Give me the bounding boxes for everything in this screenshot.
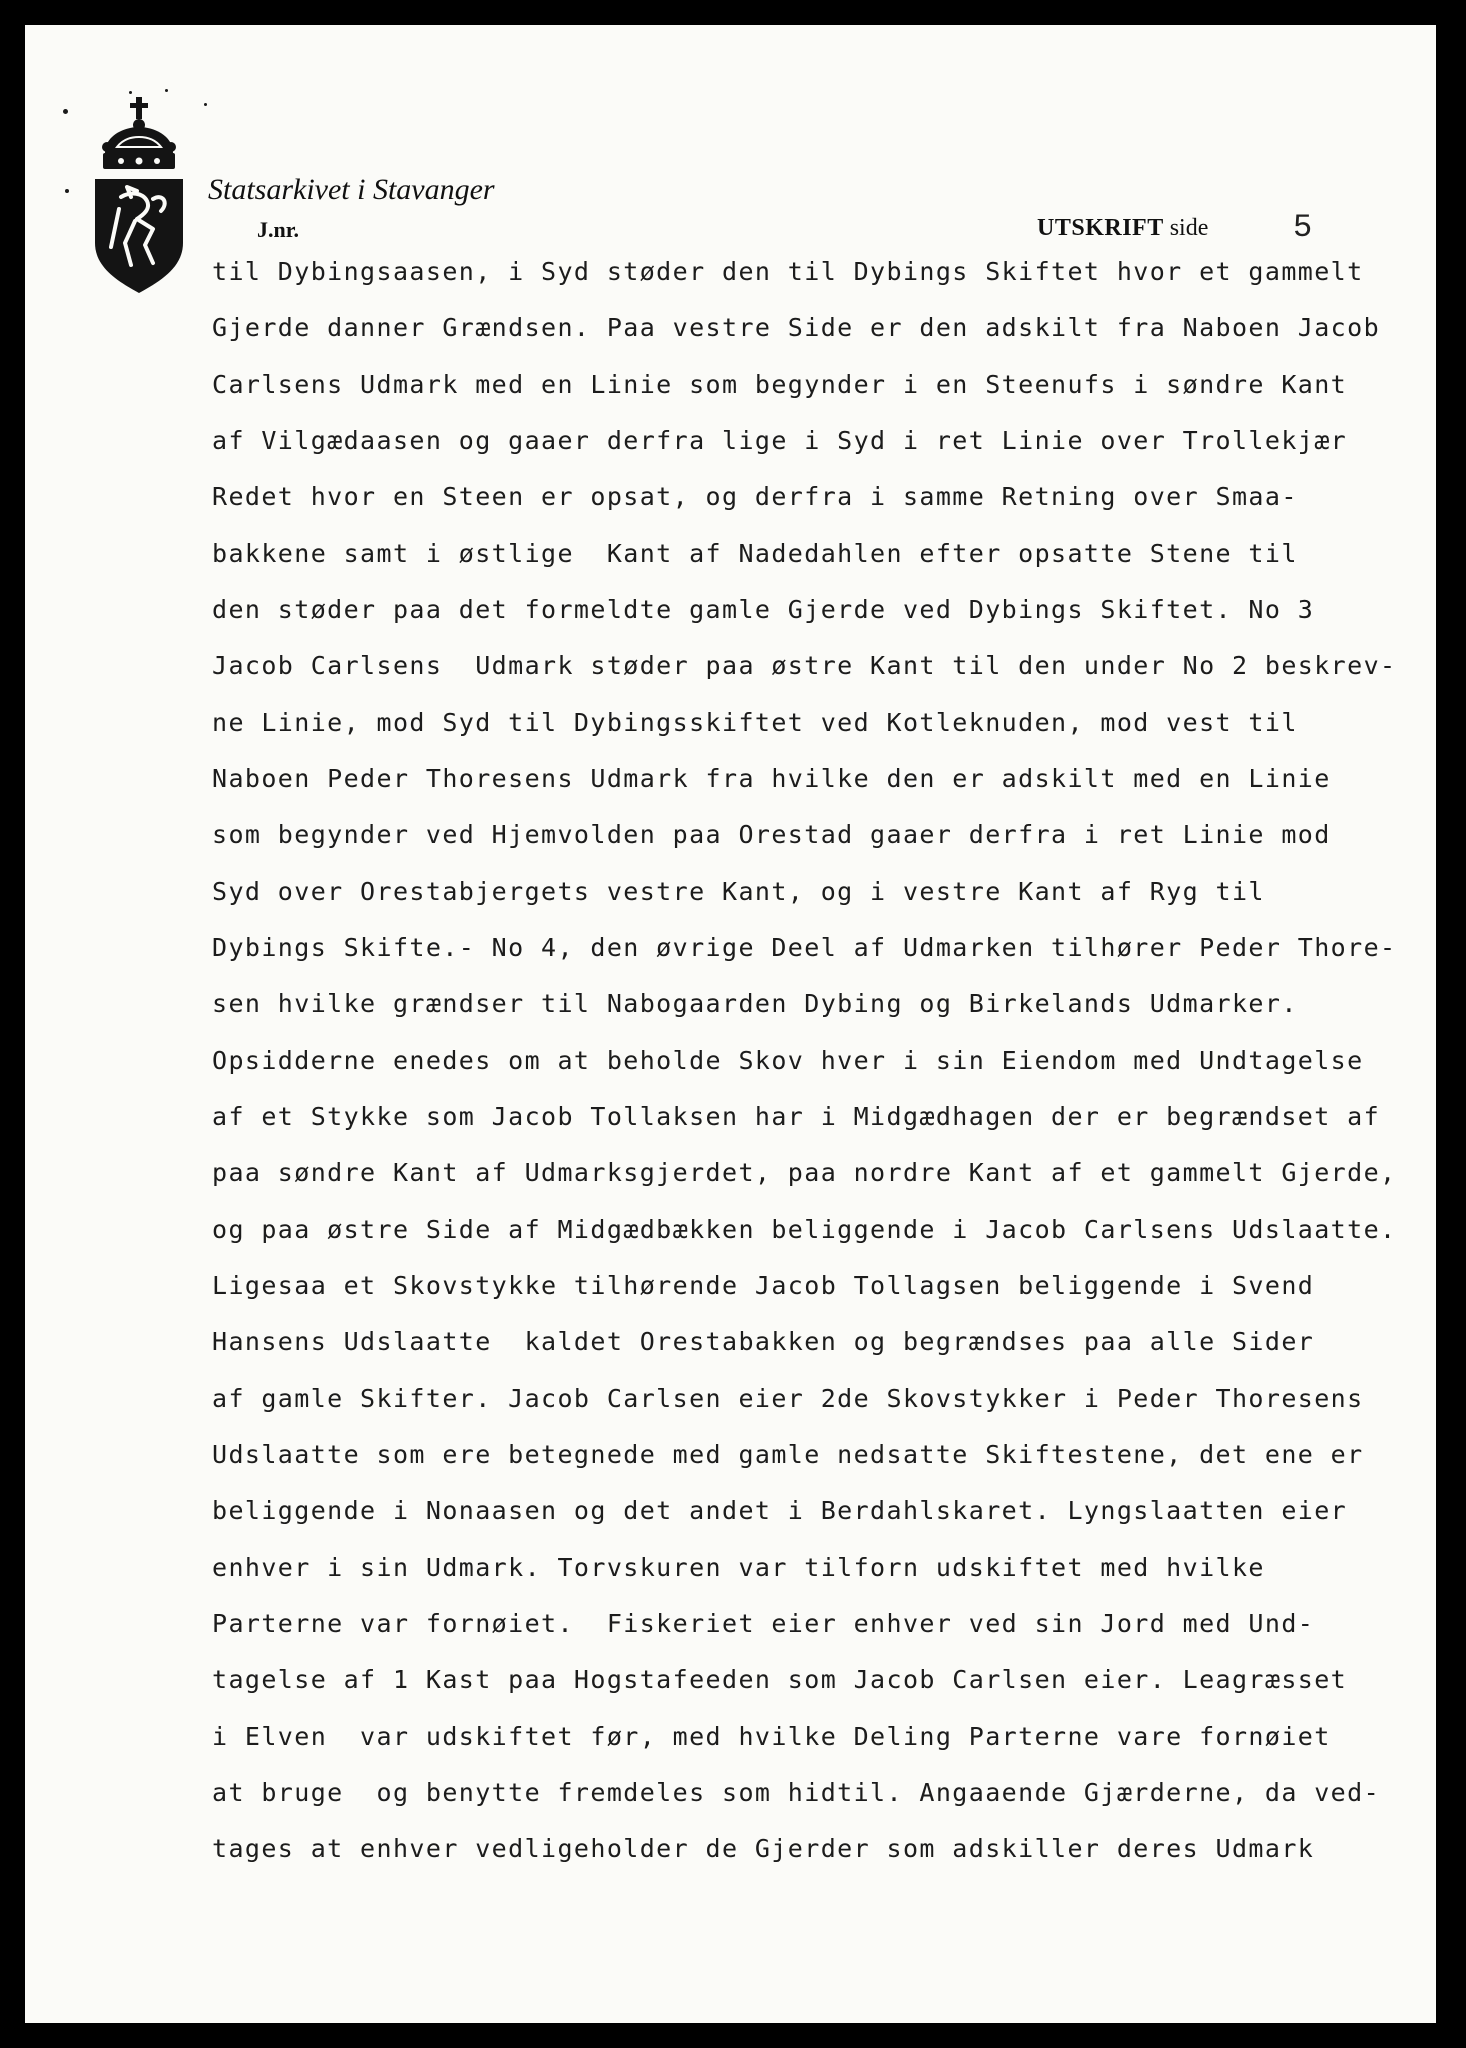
text-line: Gjerde danner Grændsen. Paa vestre Side er den adskilt fra Naboen Jacob [212, 313, 1381, 342]
text-line: paa søndre Kant af Udmarksgjerdet, paa nordre Kant af et gammelt Gjerde, [212, 1158, 1397, 1187]
text-line: til Dybingsaasen, i Syd støder den til Dybings Skiftet hvor et gammelt [212, 257, 1364, 286]
archive-name: Statsarkivet i Stavanger [208, 173, 495, 206]
speck [165, 89, 168, 92]
text-line: at bruge og benytte fremdeles som hidtil. Angaaende Gjærderne, da ved- [212, 1778, 1381, 1807]
text-line: Jacob Carlsens Udmark støder paa østre Kant til den under No 2 beskrev- [212, 651, 1397, 680]
text-line: af Vilgædaasen og gaaer derfra lige i Syd i ret Linie over Trollekjær [212, 426, 1348, 455]
text-line: Carlsens Udmark med en Linie som begynder i en Steenufs i søndre Kant [212, 370, 1348, 399]
text-line: tagelse af 1 Kast paa Hogstafeeden som Jacob Carlsen eier. Leagræsset [212, 1665, 1348, 1694]
text-line: og paa østre Side af Midgædbækken beliggende i Jacob Carlsens Udslaatte. [212, 1215, 1397, 1244]
text-line: Dybings Skifte.- No 4, den øvrige Deel af Udmarken tilhører Peder Thore- [212, 933, 1397, 962]
side-label: side [1169, 215, 1209, 241]
text-line: ne Linie, mod Syd til Dybingsskiftet ved Kotleknuden, mod vest til [212, 708, 1298, 737]
document-page [25, 25, 1436, 2023]
text-line: Parterne var fornøiet. Fiskeriet eier enhver ved sin Jord med Und- [212, 1609, 1315, 1638]
speck [204, 103, 207, 106]
text-line: Redet hvor en Steen er opsat, og derfra i samme Retning over Smaa- [212, 482, 1298, 511]
text-line: sen hvilke grændser til Nabogaarden Dybing og Birkelands Udmarker. [212, 989, 1298, 1018]
text-line: af et Stykke som Jacob Tollaksen har i Midgædhagen der er begrændset af [212, 1102, 1381, 1131]
text-line: som begynder ved Hjemvolden paa Orestad gaaer derfra i ret Linie mod [212, 820, 1331, 849]
text-line: i Elven var udskiftet før, med hvilke Deling Parterne vare fornøiet [212, 1722, 1331, 1751]
norwegian-coat-of-arms-icon [91, 97, 187, 293]
speck [65, 189, 69, 193]
text-line: Hansens Udslaatte kaldet Orestabakken og begrændses paa alle Sider [212, 1327, 1315, 1356]
text-line: bakkene samt i østlige Kant af Nadedahlen efter opsatte Stene til [212, 539, 1298, 568]
text-line: enhver i sin Udmark. Torvskuren var tilforn udskiftet med hvilke [212, 1553, 1265, 1582]
text-line: Naboen Peder Thoresens Udmark fra hvilke den er adskilt med en Linie [212, 764, 1331, 793]
text-line: Opsidderne enedes om at beholde Skov hver i sin Eiendom med Undtagelse [212, 1046, 1364, 1075]
text-line: tages at enhver vedligeholder de Gjerder som adskiller deres Udmark [212, 1834, 1315, 1863]
transcript-page-label [1037, 215, 1208, 242]
journal-number-label: J.nr. [257, 217, 299, 242]
speck [129, 91, 132, 94]
text-line: Udslaatte som ere betegnede med gamle nedsatte Skiftestene, det ene er [212, 1440, 1364, 1469]
page-number: 5 [1293, 209, 1313, 246]
speck [63, 109, 68, 114]
text-line: beliggende i Nonaasen og det andet i Berdahlskaret. Lyngslaatten eier [212, 1496, 1348, 1525]
utskrift-label: UTSKRIFT [1037, 215, 1164, 241]
text-line: Ligesaa et Skovstykke tilhørende Jacob Tollagsen beliggende i Svend [212, 1271, 1315, 1300]
text-line: Syd over Orestabjergets vestre Kant, og i vestre Kant af Ryg til [212, 877, 1265, 906]
text-line: af gamle Skifter. Jacob Carlsen eier 2de Skovstykker i Peder Thoresens [212, 1384, 1364, 1413]
text-line: den støder paa det formeldte gamle Gjerde ved Dybings Skiftet. No 3 [212, 595, 1315, 624]
